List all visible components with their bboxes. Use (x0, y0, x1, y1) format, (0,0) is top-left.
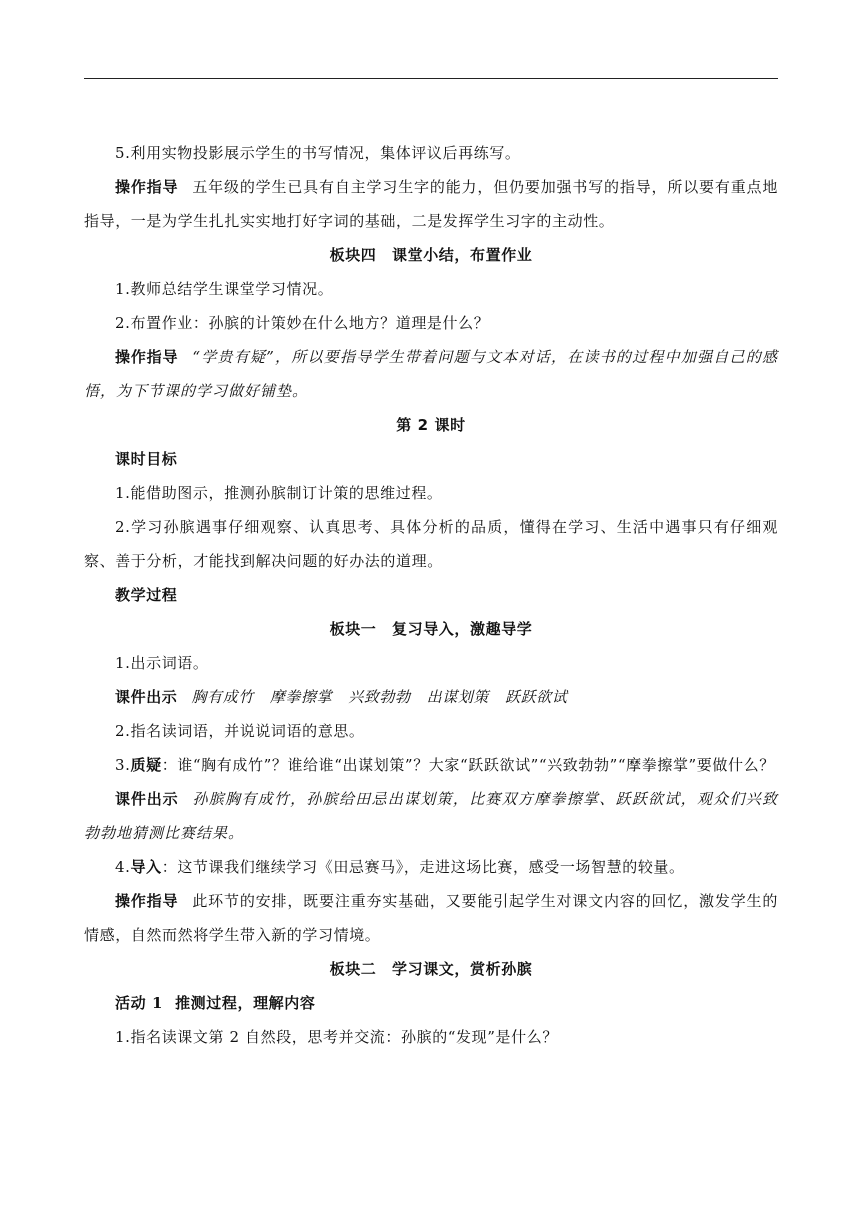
subheading: 课时目标 (115, 450, 178, 468)
guide-label: 操作指导 (115, 892, 179, 910)
list-item: 1.教师总结学生课堂学习情况。 (115, 280, 334, 298)
word: 胸有成竹 (191, 688, 254, 706)
guide-paragraph (84, 340, 778, 408)
activity-heading (84, 986, 778, 1020)
subheading: 教学过程 (115, 586, 178, 604)
courseware-paragraph (84, 782, 778, 850)
guide-label: 操作指导 (115, 178, 179, 196)
courseware-words (84, 680, 778, 714)
guide-text: 此环节的安排，既要注重夯实基础，又要能引起学生对课文内容的回忆，激发学生的情感，自然而然将学生带入新的学习情境。 (84, 892, 778, 944)
courseware-text: 孙膑胸有成竹，孙膑给田忌出谋划策，比赛双方摩拳擦掌、跃跃欲试，观众们兴致勃勃地猜测比赛结果。 (84, 790, 778, 842)
word: 摩拳擦掌 (269, 688, 333, 706)
item-text: ：这节课我们继续学习《田忌赛马》，走进这场比赛，感受一场智慧的较量。 (161, 858, 685, 876)
list-item: 2.指名读词语，并说说词语的意思。 (115, 722, 365, 740)
item-keyword: 质疑 (130, 756, 162, 774)
paragraph: 5.利用实物投影展示学生的书写情况，集体评议后再练写。 (115, 144, 521, 162)
section-heading: 板块一 复习导入，激趣导学 (329, 620, 533, 638)
guide-text: “学贵有疑”，所以要指导学生带着问题与文本对话，在读书的过程中加强自己的感悟，为下节课的学习做好铺垫。 (84, 348, 778, 400)
item-number: 4. (115, 858, 131, 876)
list-item: 1.指名读课文第 2 自然段，思考并交流：孙膑的“发现”是什么？ (115, 1028, 558, 1046)
section-heading: 板块四 课堂小结，布置作业 (329, 246, 533, 264)
list-item: 2.学习孙膑遇事仔细观察、认真思考、具体分析的品质，懂得在学习、生活中遇事只有仔细观察、善于分析，才能找到解决问题的好办法的道理。 (84, 518, 778, 570)
list-item: 1.能借助图示，推测孙膑制订计策的思维过程。 (115, 484, 443, 502)
document-body (84, 136, 778, 1054)
lesson-heading: 第 2 课时 (396, 416, 466, 434)
word: 跃跃欲试 (505, 688, 568, 706)
item-text: ：谁“胸有成竹”？谁给谁“出谋划策”？大家“跃跃欲试”“兴致勃勃”“摩拳擦掌”要做什么？ (161, 756, 775, 774)
activity-title: 推测过程，理解内容 (175, 994, 316, 1012)
activity-label: 活动 1 (115, 994, 164, 1012)
word: 出谋划策 (426, 688, 490, 706)
guide-paragraph (84, 170, 778, 238)
header-rule (84, 78, 778, 79)
courseware-label: 课件出示 (115, 688, 178, 706)
list-item (84, 748, 778, 782)
item-number: 3. (115, 756, 131, 774)
item-keyword: 导入 (130, 858, 162, 876)
word: 兴致勃勃 (348, 688, 411, 706)
list-item: 1.出示词语。 (115, 654, 209, 672)
guide-label: 操作指导 (115, 348, 179, 366)
courseware-label: 课件出示 (115, 790, 179, 808)
guide-text: 五年级的学生已具有自主学习生字的能力，但仍要加强书写的指导，所以要有重点地指导，一是为学生扎扎实实地打好字词的基础，二是发挥学生习字的主动性。 (84, 178, 778, 230)
list-item (84, 850, 778, 884)
section-heading: 板块二 学习课文，赏析孙膑 (329, 960, 533, 978)
guide-paragraph (84, 884, 778, 952)
list-item: 2.布置作业：孙膑的计策妙在什么地方？道理是什么？ (115, 314, 490, 332)
